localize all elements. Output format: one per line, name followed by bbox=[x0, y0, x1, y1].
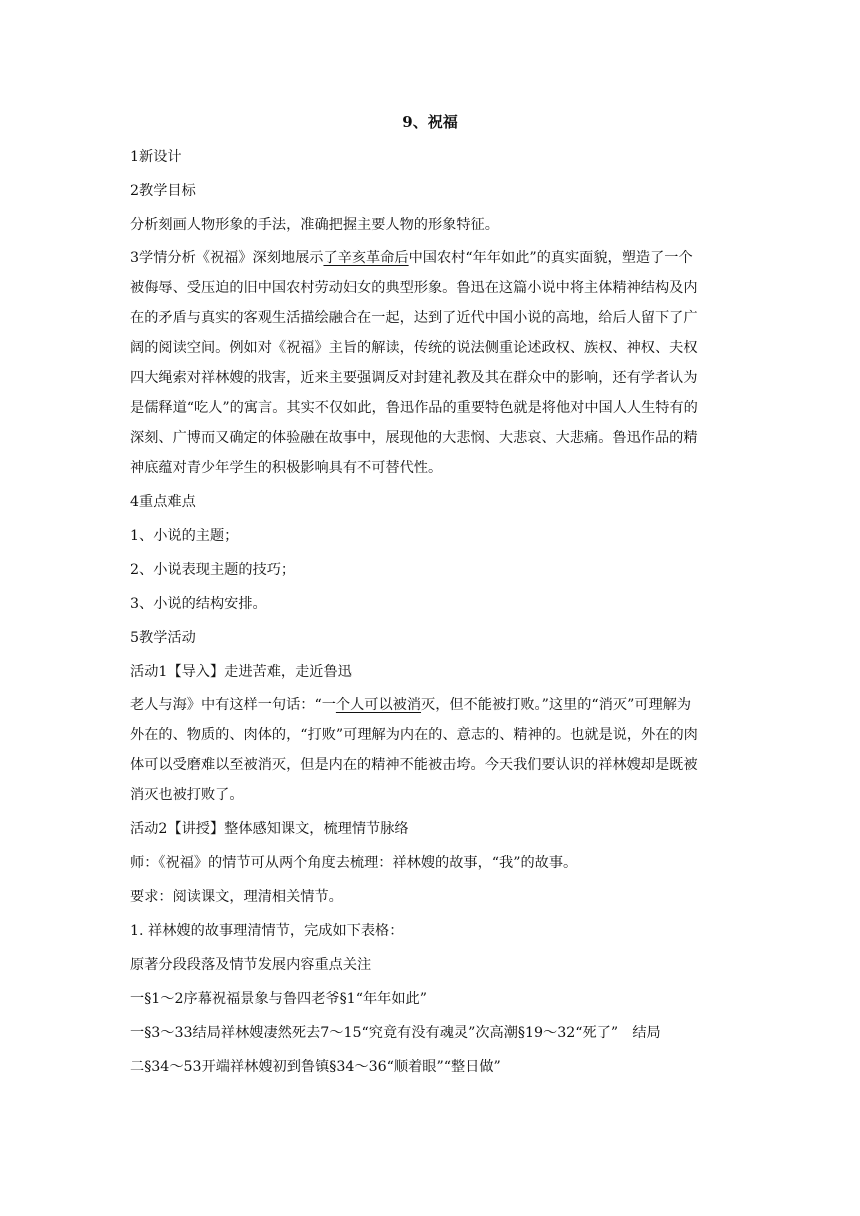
activity-1-line: 外在的、物质的、肉体的，“打败”可理解为内在的、意志的、精神的。也就是说，外在的肉 bbox=[130, 727, 698, 743]
document-title: 9、祝福 bbox=[402, 113, 458, 131]
section-3-line: 四大绳索对祥林嫂的戕害，近来主要强调反对封建礼教及其在群众中的影响，还有学者认为 bbox=[130, 370, 698, 386]
activity-1-first-line bbox=[130, 694, 742, 716]
activity-2-line: 原著分段段落及情节发展内容重点关注 bbox=[130, 957, 372, 973]
section-3-first-line bbox=[130, 247, 742, 269]
activity-2-line: 1. 祥林嫂的故事理清情节，完成如下表格： bbox=[130, 923, 404, 939]
section-4-item: 2、小说表现主题的技巧； bbox=[130, 562, 296, 578]
section-3-underlined-text: 了辛亥革命后 bbox=[323, 250, 409, 266]
section-1-heading: 1新设计 bbox=[130, 149, 182, 165]
section-4-heading: 4重点难点 bbox=[130, 494, 196, 510]
section-3-line: 神底蕴对青少年学生的积极影响具有不可替代性。 bbox=[130, 460, 443, 476]
activity-1-rest: 灭，但不能被打败。”这里的“消灭”可理解为 bbox=[421, 697, 692, 713]
section-3-line: 深刻、广博而又确定的体验融在故事中，展现他的大悲悯、大悲哀、大悲痛。鲁迅作品的精 bbox=[130, 430, 698, 446]
section-3-prefix: 3学情分析《祝福》深刻地展示 bbox=[130, 250, 324, 266]
section-4-item: 1、小说的主题； bbox=[130, 528, 239, 544]
activity-2-line: 二§34～53开端祥林嫂初到鲁镇§34～36“顺着眼”“整日做” bbox=[130, 1059, 501, 1075]
section-3-line: 是儒释道“吃人”的寓言。其实不仅如此，鲁迅作品的重要特色就是将他对中国人人生特有的 bbox=[130, 400, 698, 416]
section-3-rest: 中国农村“年年如此”的真实面貌，塑造了一个 bbox=[408, 250, 693, 266]
section-3-line: 被侮辱、受压迫的旧中国农村劳动妇女的典型形象。鲁迅在这篇小说中将主体精神结构及内 bbox=[130, 280, 698, 296]
activity-2-line: 一§1～2序幕祝福景象与鲁四老爷§1“年年如此” bbox=[130, 991, 427, 1007]
section-2-heading: 2教学目标 bbox=[130, 183, 196, 199]
section-3-line: 在的矛盾与真实的客观生活描绘融合在一起，达到了近代中国小说的高地，给后人留下了广 bbox=[130, 310, 698, 326]
activity-2-title: 活动2【讲授】整体感知课文，梳理情节脉络 bbox=[130, 821, 409, 837]
activity-1-underlined-text: 个人可以被消 bbox=[335, 697, 422, 713]
activity-2-line: 师：《祝福》的情节可从两个角度去梳理：祥林嫂的故事，“我”的故事。 bbox=[130, 855, 578, 871]
activity-2-line: 要求：阅读课文，理清相关情节。 bbox=[130, 889, 343, 905]
section-4-item: 3、小说的结构安排。 bbox=[130, 596, 267, 612]
activity-2-line: 一§3～33结局祥林嫂凄然死去7～15“究竟有没有魂灵”次高潮§19～32“死了” 结局 bbox=[130, 1025, 661, 1041]
section-2-text: 分析刻画人物形象的手法，准确把握主要人物的形象特征。 bbox=[130, 217, 499, 233]
activity-1-prefix: 老人与海》中有这样一句话：“一 bbox=[130, 697, 336, 713]
activity-1-line: 体可以受磨难以至被消灭，但是内在的精神不能被击垮。今天我们要认识的祥林嫂却是既被 bbox=[130, 757, 698, 773]
activity-1-line: 消灭也被打败了。 bbox=[130, 787, 244, 803]
section-3-line: 阔的阅读空间。例如对《祝福》主旨的解读，传统的说法侧重论述政权、族权、神权、夫权 bbox=[130, 340, 698, 356]
section-5-heading: 5教学活动 bbox=[130, 630, 196, 646]
activity-1-title: 活动1【导入】走进苦难，走近鲁迅 bbox=[130, 664, 352, 680]
